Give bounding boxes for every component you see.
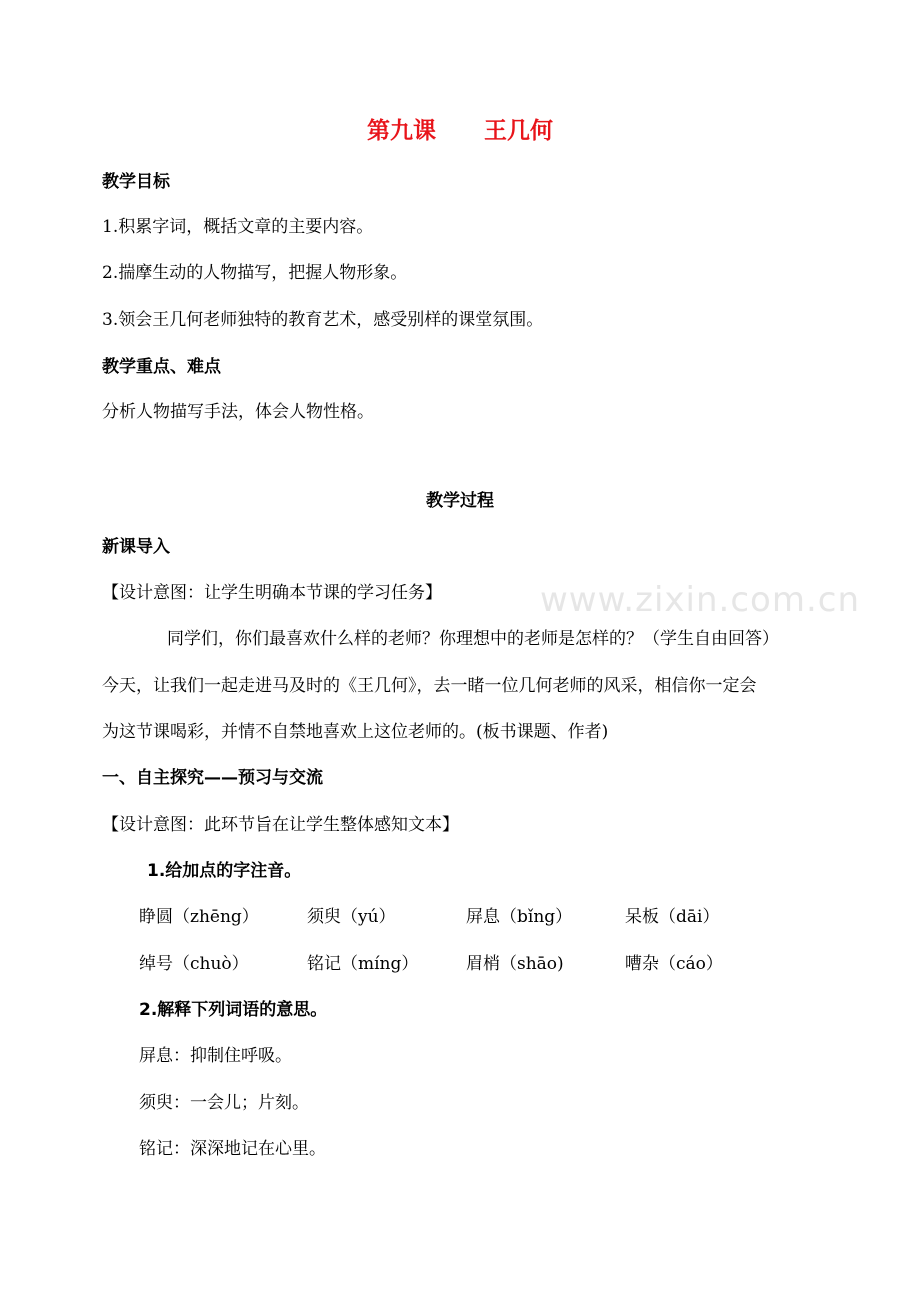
objective-item: 2.揣摩生动的人物描写，把握人物形象。 xyxy=(102,263,408,283)
objective-item: 3.领会王几何老师独特的教育艺术，感受别样的课堂氛围。 xyxy=(102,310,544,330)
section1-heading: 一、自主探究——预习与交流 xyxy=(102,768,323,788)
task1-heading: 1.给加点的字注音。 xyxy=(147,861,302,881)
pinyin-item: 睁圆（zhēng） xyxy=(139,907,259,927)
definition-item: 须臾：一会儿；片刻。 xyxy=(139,1093,309,1113)
page-title: 第九课 王几何 xyxy=(366,118,554,144)
intro-heading: 新课导入 xyxy=(102,537,170,557)
intro-intent: 【设计意图：让学生明确本节课的学习任务】 xyxy=(102,583,442,603)
key-points-heading: 教学重点、难点 xyxy=(102,357,221,377)
process-heading: 教学过程 xyxy=(426,491,494,511)
task2-heading: 2.解释下列词语的意思。 xyxy=(139,1000,328,1020)
pinyin-row xyxy=(0,905,920,929)
intro-paragraph-line: 今天，让我们一起走进马及时的《王几何》，去一睹一位几何老师的风采，相信你一定会 xyxy=(102,676,757,696)
pinyin-item: 须臾（yú） xyxy=(307,907,396,927)
pinyin-item: 绰号（chuò） xyxy=(139,954,249,974)
watermark: www.zixin.com.cn xyxy=(540,580,860,620)
pinyin-row xyxy=(0,952,920,976)
section1-intent: 【设计意图：此环节旨在让学生整体感知文本】 xyxy=(102,815,459,835)
pinyin-item: 屏息（bǐng） xyxy=(466,907,573,927)
key-points-text: 分析人物描写手法，体会人物性格。 xyxy=(102,402,374,422)
intro-paragraph-line: 为这节课喝彩，并情不自禁地喜欢上这位老师的。(板书课题、作者) xyxy=(102,722,609,742)
objective-item: 1.积累字词，概括文章的主要内容。 xyxy=(102,217,374,237)
objectives-heading: 教学目标 xyxy=(102,172,170,192)
definition-item: 屏息：抑制住呼吸。 xyxy=(139,1046,292,1066)
pinyin-item: 眉梢（shāo) xyxy=(466,954,564,974)
pinyin-item: 呆板（dāi） xyxy=(625,907,720,927)
pinyin-item: 铭记（míng） xyxy=(307,954,419,974)
intro-paragraph-line: 同学们，你们最喜欢什么样的老师？你理想中的老师是怎样的？（学生自由回答） xyxy=(167,629,779,649)
definition-item: 铭记：深深地记在心里。 xyxy=(139,1139,326,1159)
pinyin-item: 嘈杂（cáo） xyxy=(625,954,723,974)
